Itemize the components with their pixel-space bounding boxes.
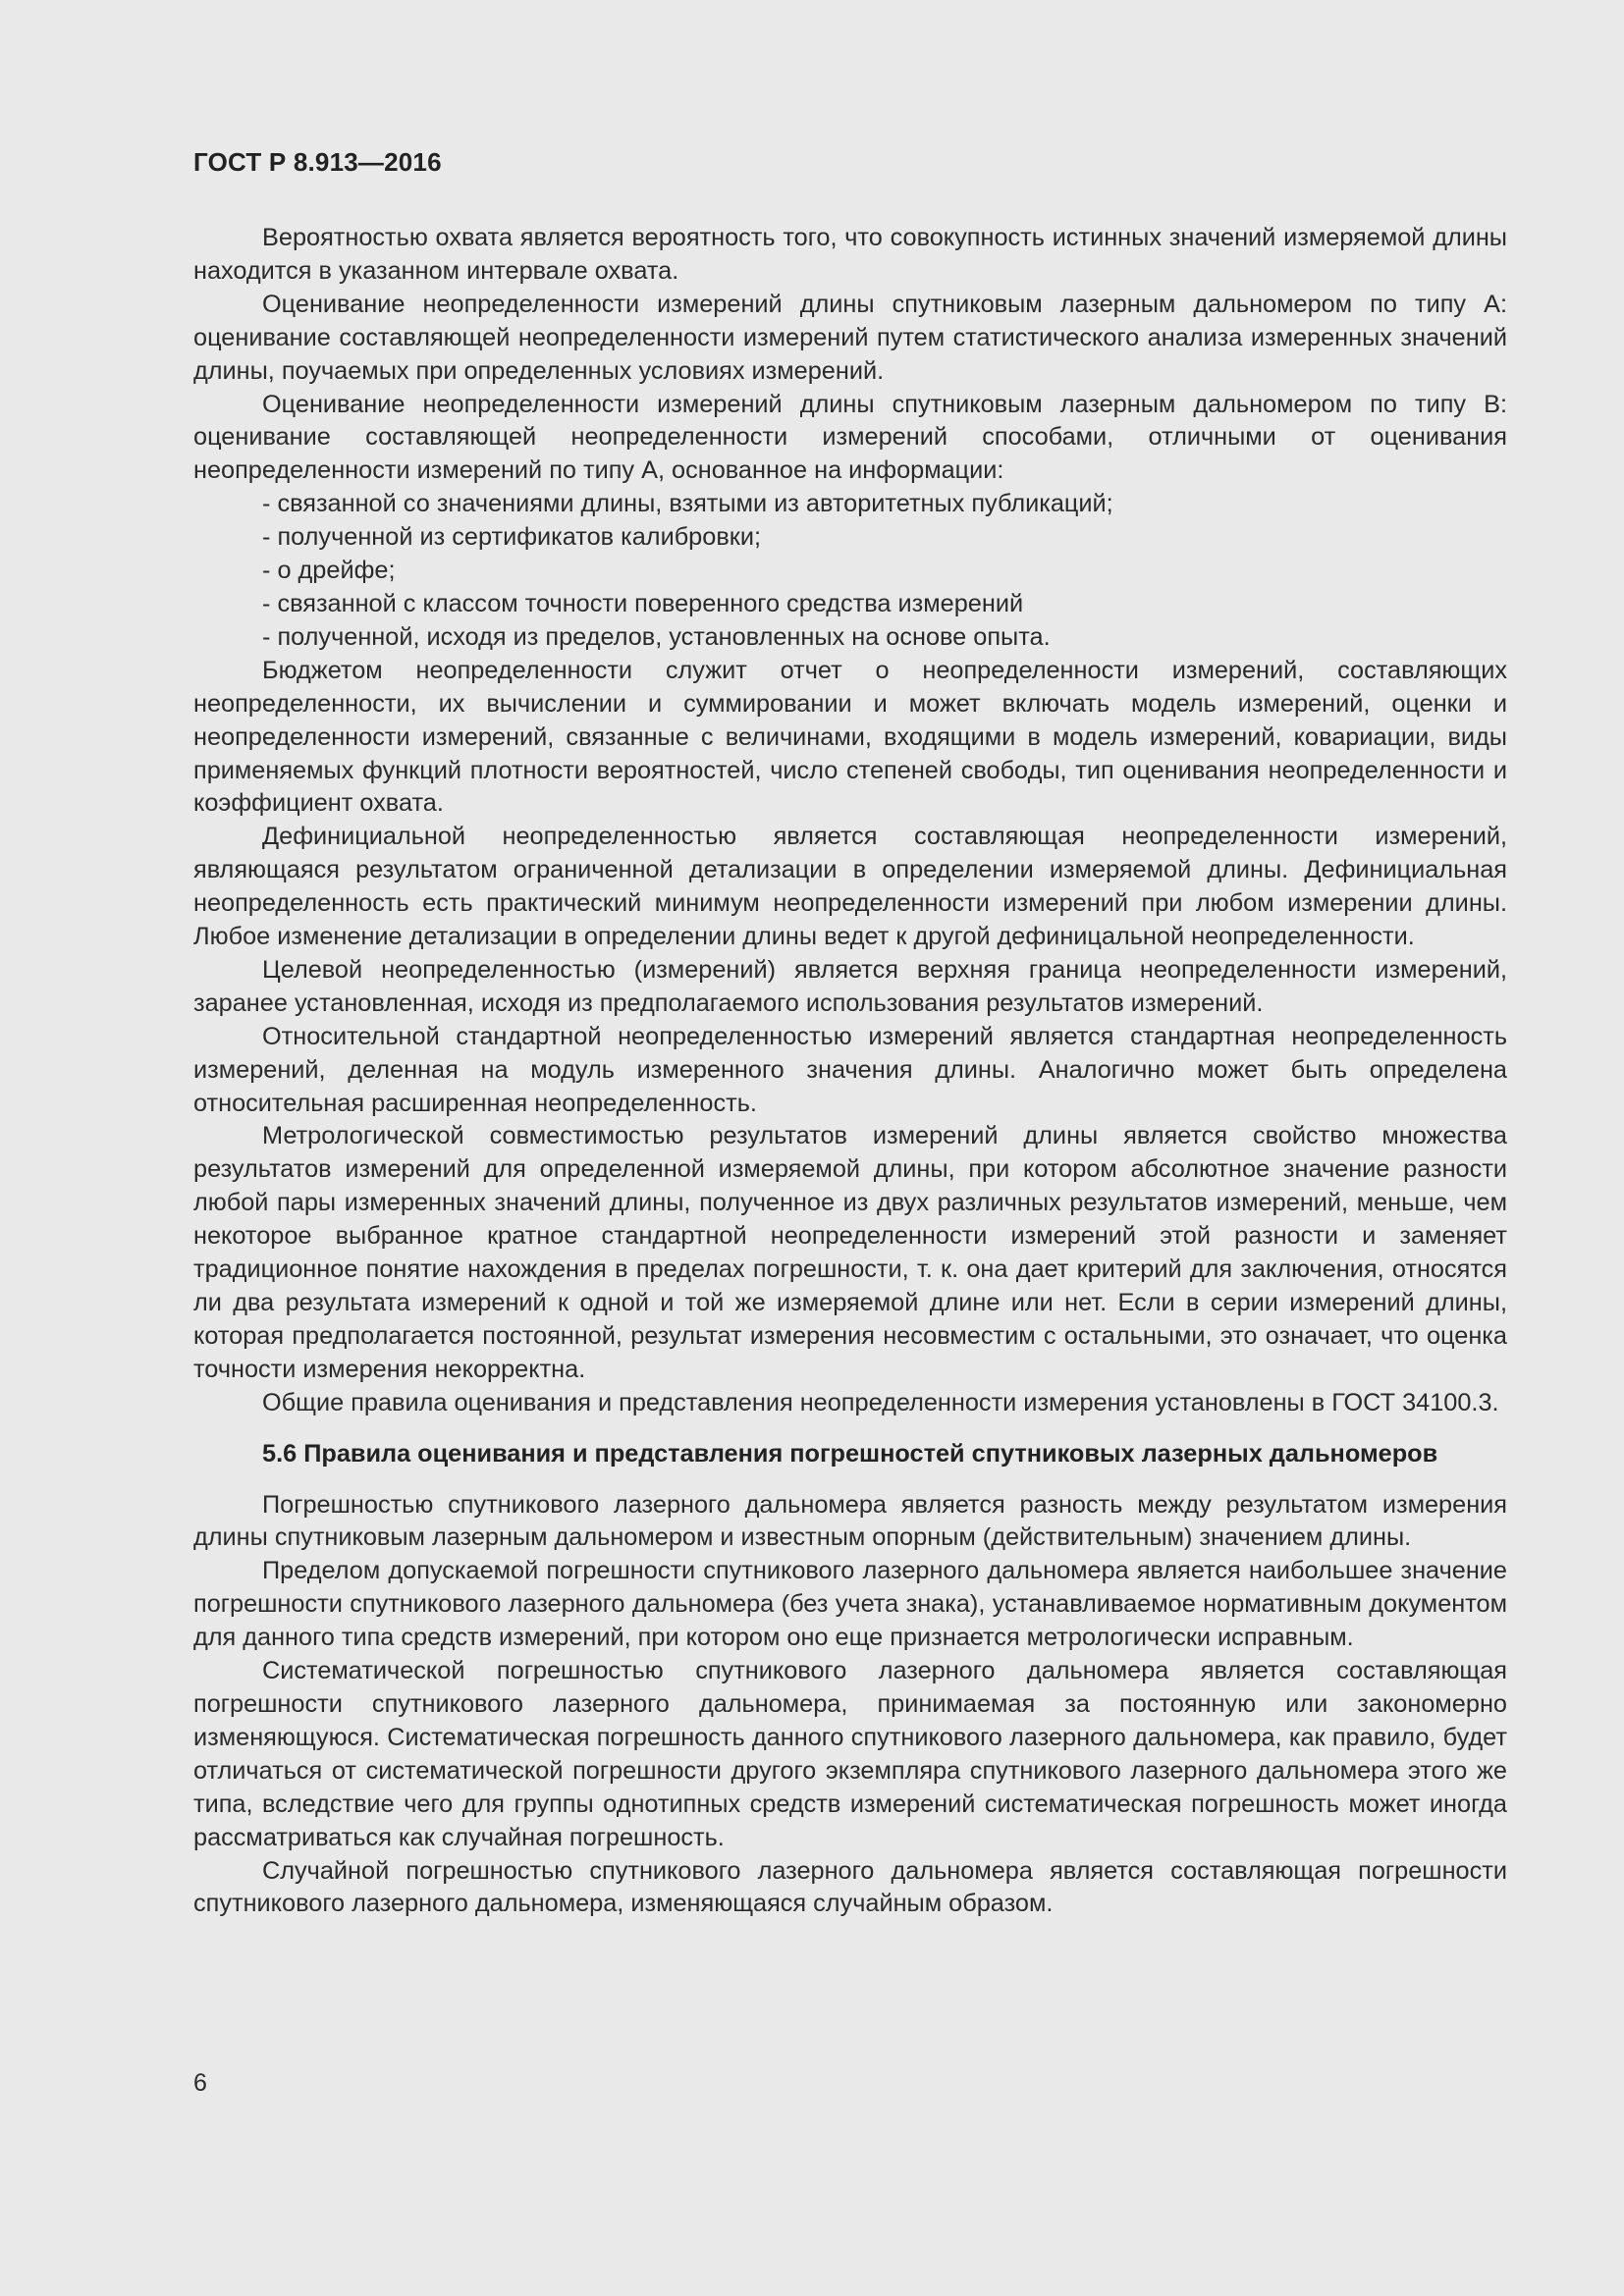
paragraph: Случайной погрешностью спутникового лазерного дальномера является составляющая погрешности спутникового лазерного дальномера, изменяющаяся случайным образом. xyxy=(193,1856,1507,1918)
page-number: 6 xyxy=(193,2069,207,2097)
paragraph: Систематической погрешностью спутникового лазерного дальномера является составляющая погрешности спутникового лазерного дальномера, принимаемая за постоянную или закономерно изменяющуюся. Систематическая погрешность данного спутникового лазерного дальномера, как правило, будет отличаться от систематической погрешности другого экземпляра спутникового лазерного дальномера этого же типа, вследствие чего для группы однотипных средств измерений систематическая погрешность может иногда рассматриваться как случайная погрешность. xyxy=(193,1657,1507,1851)
paragraph: Бюджетом неопределенности служит отчет о неопределенности измерений, составляющих неопределенности, их вычислении и суммировании и может включать модель измерений, оценки и неопределенности измерений, связанные с величинами, входящими в модель измерений, ковариации, виды применяемых функций плотности вероятностей, число степеней свободы, тип оценивания неопределенности и коэффициент охвата. xyxy=(193,656,1507,818)
paragraph: Целевой неопределенностью (измерений) является верхняя граница неопределенности измерений, заранее установленная, исходя из предполагаемого использования результатов измерений. xyxy=(193,955,1507,1017)
paragraph: Дефинициальной неопределенностью является составляющая неопределенности измерений, являющаяся результатом ограниченной детализации в определении измеряемой длины. Дефинициальная неопределенность есть практический минимум неопределенности измерений при любом измерении длины. Любое изменение детализации в определении длины ведет к другой дефиницальной неопределенности. xyxy=(193,823,1507,951)
paragraph: Погрешностью спутникового лазерного дальномера является разность между результатом измерения длины спутниковым лазерным дальномером и известным опорным (действительным) значением длины. xyxy=(193,1490,1507,1552)
paragraph: Метрологической совместимостью результатов измерений длины является свойство множества результатов измерений для определенной измеряемой длины, при котором абсолютное значение разности любой пары измеренных значений длины, полученное из двух различных результатов измерений, меньше, чем некоторое выбранное кратное стандартной неопределенности измерений этой разности и заменяет традиционное понятие нахождения в пределах погрешности, т. к. она дает критерий для заключения, относятся ли два результата измерений к одной и той же измеряемой длине или нет. Если в серии измерений длины, которая предполагается постоянной, результат измерения несовместим с остальными, это означает, что оценка точности измерения некорректна. xyxy=(193,1122,1507,1383)
paragraph: Относительной стандартной неопределенностью измерений является стандартная неопределенность измерений, деленная на модуль измеренного значения длины. Аналогично может быть определена относительная расширенная неопределенность. xyxy=(193,1022,1507,1117)
section-heading: 5.6 Правила оценивания и представления погрешностей спутниковых лазерных дальномеров xyxy=(262,1439,1438,1468)
paragraph: Пределом допускаемой погрешности спутникового лазерного дальномера является наибольшее значение погрешности спутникового лазерного дальномера (без учета знака), устанавливаемое нормативным документом для данного типа средств измерений, при котором оно еще признается метрологически исправным. xyxy=(193,1557,1507,1652)
document-header: ГОСТ Р 8.913—2016 xyxy=(193,147,442,177)
list-item: - связанной со значениями длины, взятыми из авторитетных публикаций; xyxy=(262,490,1113,518)
paragraph: Оценивание неопределенности измерений длины спутниковым лазерным дальномером по типу B: оценивание составляющей неопределенности измерений способами, отличными от оценивания неопределенности измерений по типу A, основанное на информации: xyxy=(193,390,1507,485)
list-item: - связанной с классом точности поверенного средства измерений xyxy=(262,589,1024,617)
document-body xyxy=(193,222,1507,1921)
list-item: - полученной, исходя из пределов, установленных на основе опыта. xyxy=(262,622,1051,651)
list-item: - полученной из сертификатов калибровки; xyxy=(262,523,761,552)
list-item: - о дрейфе; xyxy=(262,557,396,585)
paragraph: Общие правила оценивания и представления неопределенности измерения установлены в ГОСТ 34100.3. xyxy=(262,1388,1499,1416)
paragraph: Вероятностью охвата является вероятность того, что совокупность истинных значений измеряемой длины находится в указанном интервале охвата. xyxy=(193,224,1507,285)
paragraph: Оценивание неопределенности измерений длины спутниковым лазерным дальномером по типу A: оценивание составляющей неопределенности измерений путем статистического анализа измеренных значений длины, поучаемых при определенных условиях измерений. xyxy=(193,290,1507,385)
